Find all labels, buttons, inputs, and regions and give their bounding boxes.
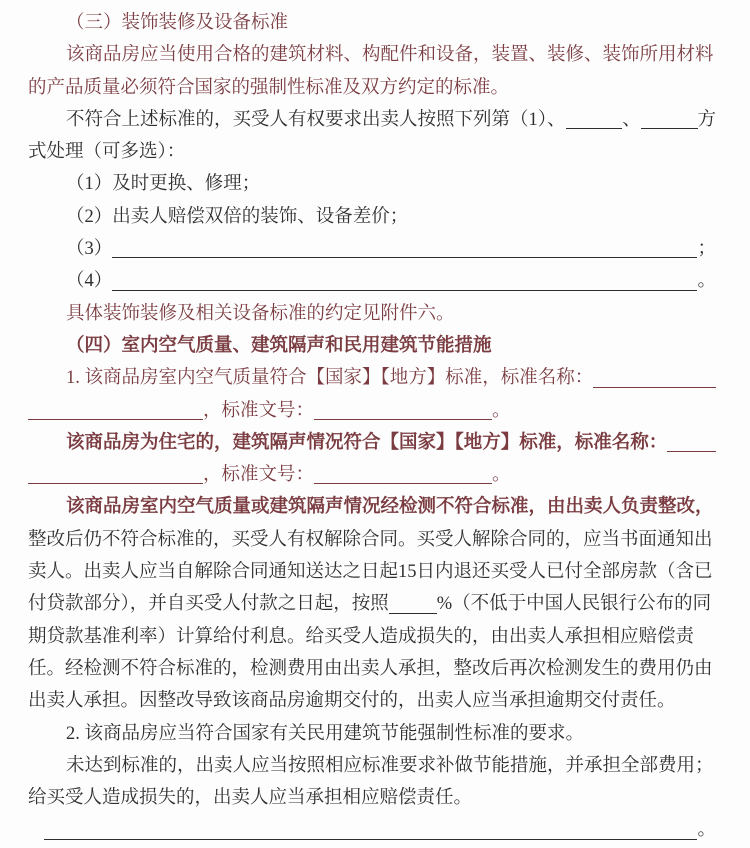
- clause-noncompliance-line-5: [28, 621, 716, 653]
- clause-noncompliance-line-4-text: %（不低于中国人民银行公布的同: [436, 594, 712, 615]
- heading-section-3: [28, 7, 716, 39]
- clause-noncompliance-line-2: [28, 524, 716, 556]
- blank-underline: [112, 290, 697, 291]
- para-attachment-6: [28, 298, 716, 330]
- para-remedy-line-1-text: 、: [622, 109, 641, 130]
- clause-noncompliance-line-4: [28, 588, 716, 620]
- bottom-fill-in-line-text: 。: [697, 820, 716, 841]
- clause-noncompliance-line-7: [28, 685, 716, 717]
- clause-2-remedy-line-2-text: 给买受人造成损失的，出卖人应当承担相应赔偿责任。: [28, 788, 473, 809]
- clause-noncompliance-line-7-text: 出卖人承担。因整改导致该商品房逾期交付的，出卖人应当承担逾期交付责任。: [28, 691, 676, 712]
- option-1-text: （1）及时更换、修理；: [66, 174, 261, 195]
- contract-text-block: [28, 7, 716, 847]
- heading-section-4: [28, 330, 716, 362]
- clause-noncompliance-line-2-text: 整改后仍不符合标准的，买受人有权解除合同。买受人解除合同的，应当书面通知出: [28, 529, 713, 550]
- blank-underline: [641, 128, 698, 129]
- clause-noncompliance-line-6: [28, 653, 716, 685]
- para-remedy-line-1: [28, 104, 716, 136]
- clause-2-remedy-line-1-text: 未达到标准的，出卖人应当按照相应标准要求补做节能措施，并承担全部费用；: [66, 755, 714, 776]
- clause-2-energy-saving-text: 2. 该商品房应当符合国家有关民用建筑节能强制性标准的要求。: [66, 723, 585, 744]
- clause-sound-insulation-line-1-text: 该商品房为住宅的，建筑隔声情况符合【国家】【地方】标准，标准名称：: [66, 432, 668, 453]
- option-4-text: （4）: [66, 271, 113, 292]
- clause-1-air-quality-line-1: [28, 362, 716, 394]
- clause-2-remedy-line-2: [28, 782, 716, 814]
- clause-sound-insulation-line-2-text: 。: [492, 465, 511, 486]
- blank-underline: [593, 387, 716, 388]
- option-3-text: ；: [697, 239, 716, 260]
- option-3: [28, 233, 716, 265]
- blank-underline: [28, 483, 203, 484]
- clause-sound-insulation-line-1: [28, 427, 716, 459]
- clause-2-energy-saving: [28, 718, 716, 750]
- para-remedy-line-2-text: 式处理（可多选）：: [28, 142, 186, 163]
- clause-noncompliance-line-4-text: 付贷款部分），并自买受人付款之日起，按照: [28, 594, 389, 615]
- para-attachment-6-text: 具体装饰装修及相关设备标准的约定见附件六。: [66, 303, 455, 324]
- para-materials-line-2-text: 的产品质量必须符合国家的强制性标准及双方约定的标准。: [28, 77, 510, 98]
- para-remedy-line-2: [28, 136, 716, 168]
- para-materials-line-1: [28, 39, 716, 71]
- heading-section-3-text: （三）装饰装修及设备标准: [66, 13, 289, 33]
- blank-underline: [314, 483, 492, 484]
- clause-1-air-quality-line-2-text: 。: [492, 400, 511, 421]
- option-2-text: （2）出卖人赔偿双倍的装饰、设备差价；: [66, 206, 409, 227]
- blank-underline: [389, 613, 437, 614]
- option-1: [28, 168, 716, 200]
- clause-noncompliance-line-6-text: 任。经检测不符合标准的，检测费用由出卖人承担，整改后再次检测发生的费用仍由: [28, 658, 713, 679]
- option-3-text: （3）: [66, 239, 113, 260]
- blank-underline: [28, 419, 203, 420]
- para-materials-line-2: [28, 72, 716, 104]
- clause-2-remedy-line-1: [28, 750, 716, 782]
- blank-underline: [566, 128, 623, 129]
- para-materials-line-1-text: 该商品房应当使用合格的建筑材料、构配件和设备，装置、装修、装饰所用材料: [66, 45, 714, 66]
- clause-noncompliance-line-1: [28, 491, 716, 523]
- option-4: [28, 265, 716, 297]
- clause-noncompliance-line-3-text: 卖人。出卖人应当自解除合同通知送达之日起15日内退还买受人已付全部房款（含已: [28, 562, 713, 583]
- option-2: [28, 201, 716, 233]
- blank-underline: [314, 419, 492, 420]
- clause-noncompliance-line-5-text: 期贷款基准利率）计算给付利息。给买受人造成损失的，由出卖人承担相应赔偿责: [28, 626, 695, 647]
- para-remedy-line-1-text: 方: [697, 109, 717, 130]
- clause-1-air-quality-line-2-text: ，标准文号：: [203, 400, 315, 421]
- para-remedy-line-1-text: 不符合上述标准的，买受人有权要求出卖人按照下列第（1）、: [66, 109, 566, 130]
- blank-underline: [44, 839, 697, 840]
- clause-noncompliance-line-3: [28, 556, 716, 588]
- blank-underline: [112, 257, 697, 258]
- clause-1-air-quality-line-2: [28, 395, 716, 427]
- clause-noncompliance-line-1-text: 该商品房室内空气质量或建筑隔声情况经检测不符合标准，由出卖人负责整改，: [66, 497, 714, 518]
- option-4-text: 。: [697, 271, 716, 292]
- clause-1-air-quality-line-1-text: 1. 该商品房室内空气质量符合【国家】【地方】标准，标准名称：: [66, 368, 594, 389]
- bottom-fill-in-line: [28, 814, 716, 846]
- clause-sound-insulation-line-2-text: ，标准文号：: [203, 465, 315, 486]
- clause-sound-insulation-line-2: [28, 459, 716, 491]
- blank-underline: [667, 451, 716, 452]
- heading-section-4-text: （四）室内空气质量、建筑隔声和民用建筑节能措施: [66, 335, 492, 356]
